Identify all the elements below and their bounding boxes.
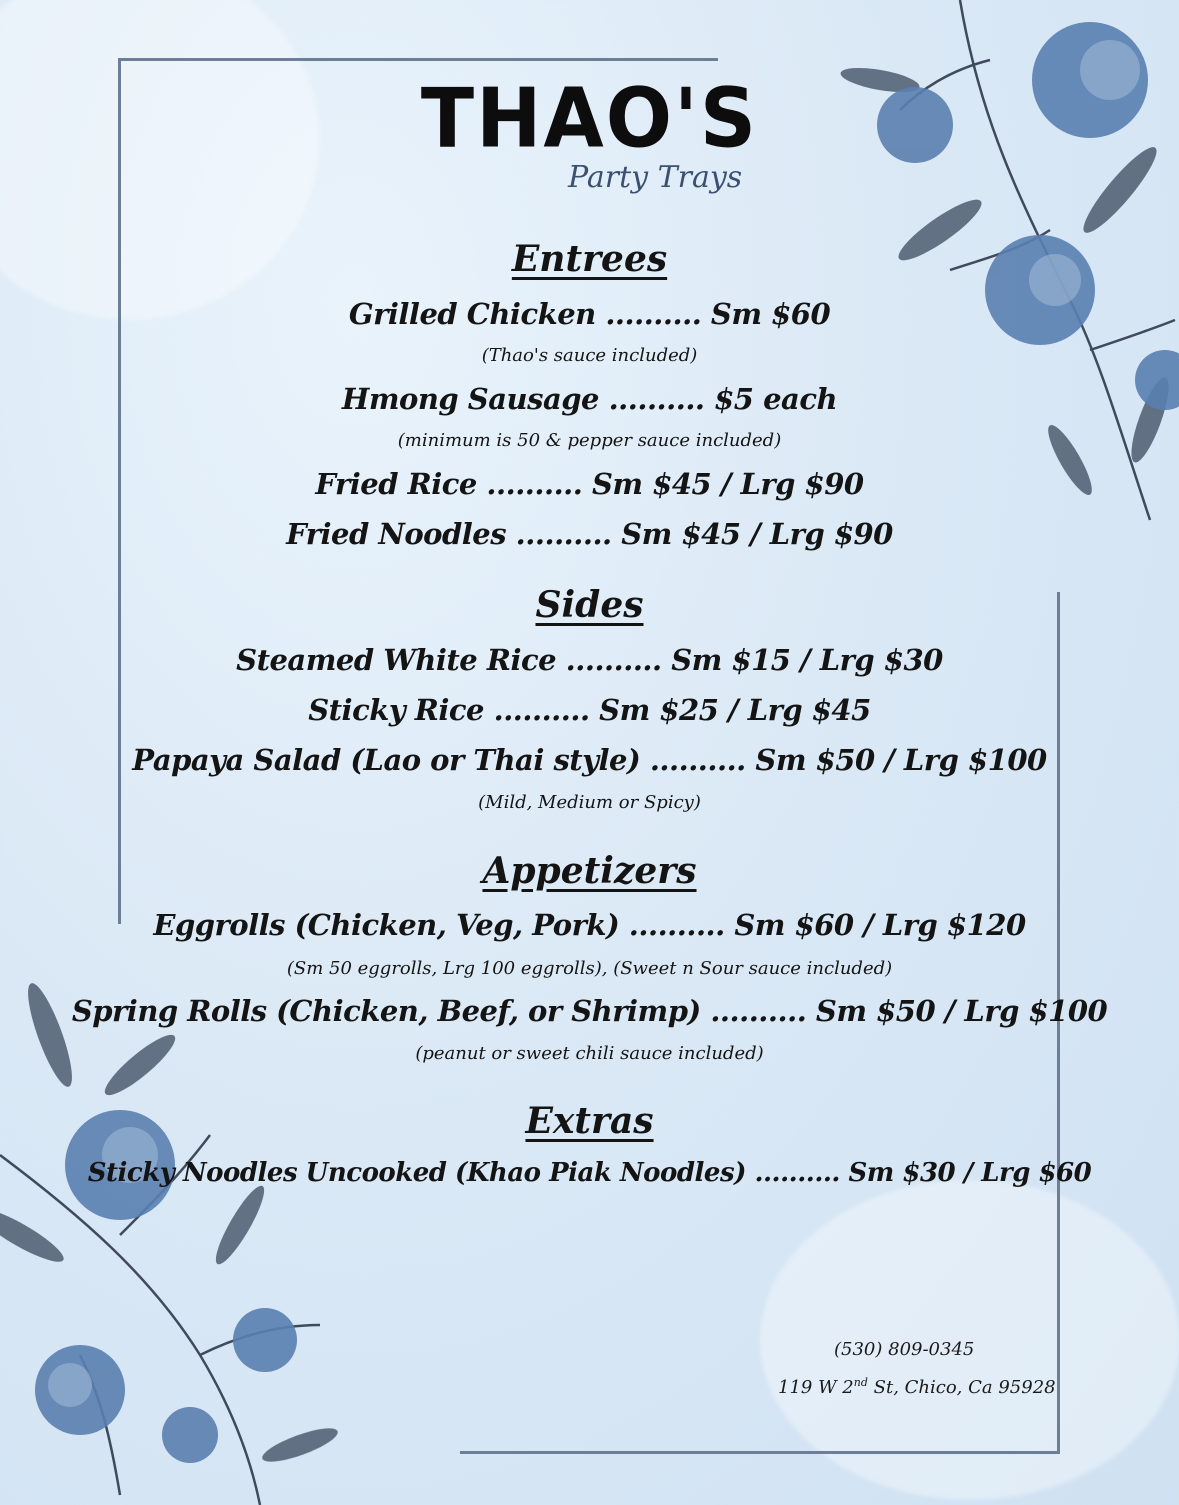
menu-item: Hmong Sausage .......... $5 each: [341, 382, 838, 416]
section-title-appetizers: Appetizers: [482, 850, 697, 892]
menu-note: (peanut or sweet chili sauce included): [415, 1043, 764, 1064]
menu-note: (Sm 50 eggrolls, Lrg 100 eggrolls), (Sweet n Sour sauce included): [286, 958, 893, 979]
address-city: St, Chico, Ca 95928: [867, 1377, 1056, 1398]
section-title-sides: Sides: [535, 584, 644, 626]
section-title-extras: Extras: [525, 1100, 654, 1142]
menu-item: Papaya Salad (Lao or Thai style) .......... Sm $50 / Lrg $100: [132, 743, 1047, 777]
brand-title: THAO'S: [420, 71, 759, 167]
address-ordinal: nd: [853, 1376, 868, 1389]
menu-item: Sticky Noodles Uncooked (Khao Piak Noodles) .......... Sm $30 / Lrg $60: [87, 1158, 1092, 1188]
menu-item: Steamed White Rice .......... Sm $15 / Lrg $30: [236, 643, 943, 677]
menu-note: (Thao's sauce included): [481, 345, 698, 366]
frame-top-line: [118, 58, 718, 61]
menu-item: Fried Rice .......... Sm $45 / Lrg $90: [315, 467, 864, 501]
menu-note: (minimum is 50 & pepper sauce included): [397, 430, 782, 451]
brand-subtitle: Party Trays: [568, 160, 743, 195]
menu-item: Fried Noodles .......... Sm $45 / Lrg $90: [286, 517, 893, 551]
menu-item: Sticky Rice .......... Sm $25 / Lrg $45: [308, 693, 871, 727]
menu-item: Eggrolls (Chicken, Veg, Pork) .......... Sm $60 / Lrg $120: [153, 908, 1026, 942]
contact-address: [778, 1376, 1056, 1398]
frame-bottom-line: [460, 1451, 1060, 1454]
menu-item: Spring Rolls (Chicken, Beef, or Shrimp) .......... Sm $50 / Lrg $100: [71, 994, 1108, 1028]
menu-item: Grilled Chicken .......... Sm $60: [348, 297, 831, 331]
section-title-entrees: Entrees: [511, 238, 668, 280]
contact-phone: (530) 809-0345: [834, 1339, 975, 1360]
address-street: 119 W 2: [778, 1377, 854, 1398]
menu-note: (Mild, Medium or Spicy): [478, 792, 701, 813]
